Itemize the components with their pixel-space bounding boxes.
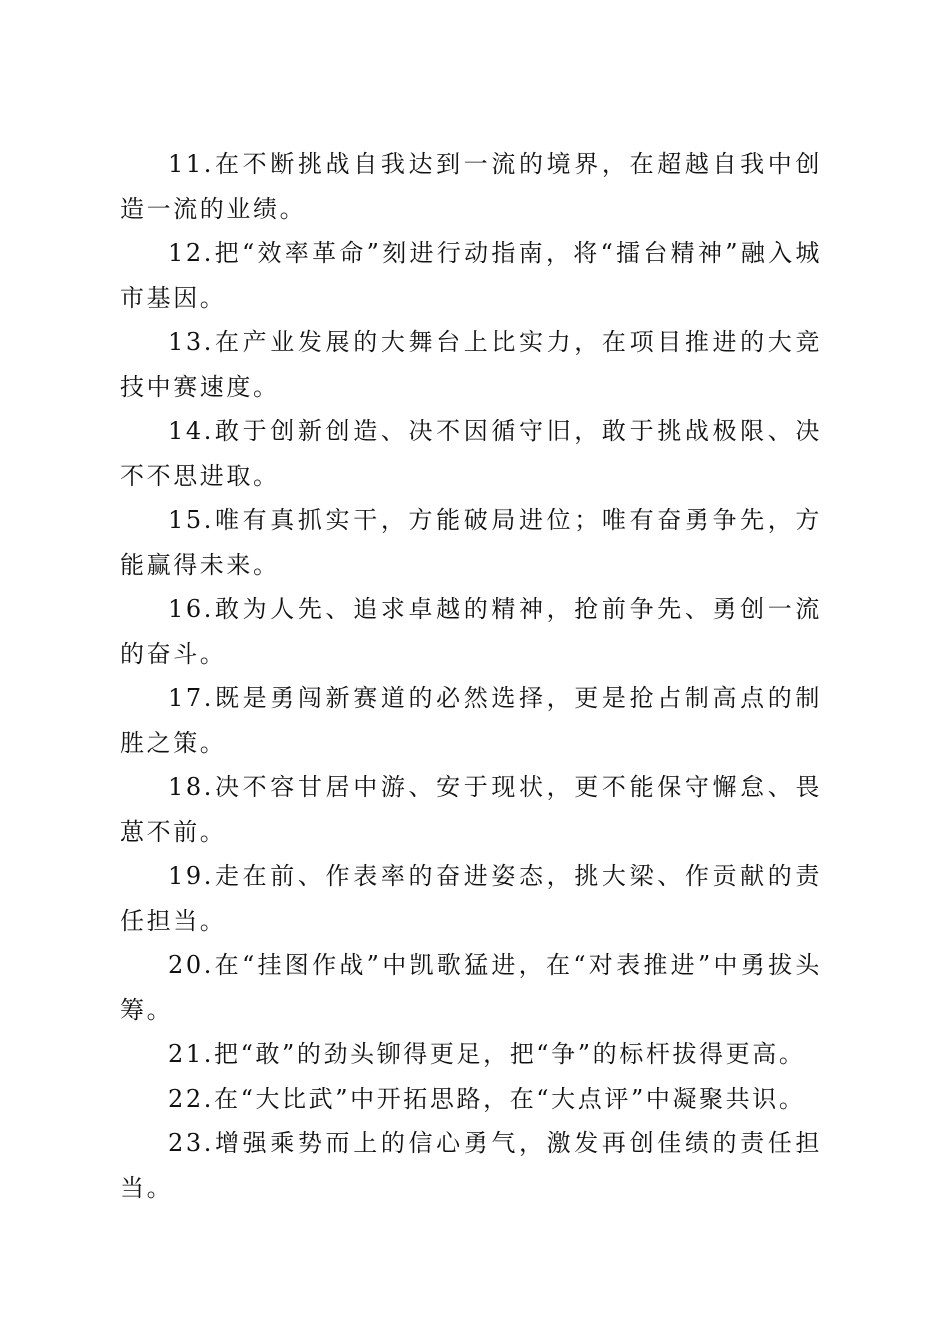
list-item bbox=[120, 409, 822, 498]
item-number: 14. bbox=[168, 417, 214, 445]
document-body bbox=[120, 142, 822, 1210]
item-text: 既是勇闯新赛道的必然选择，更是抢占制高点的制胜之策。 bbox=[120, 684, 822, 757]
list-item bbox=[120, 676, 822, 765]
item-text: 敢为人先、追求卓越的精神，抢前争先、勇创一流的奋斗。 bbox=[120, 595, 822, 668]
list-item bbox=[120, 854, 822, 943]
item-text: 在“大比武”中开拓思路，在“大点评”中凝聚共识。 bbox=[213, 1084, 806, 1113]
item-number: 21. bbox=[168, 1040, 214, 1068]
item-number: 16. bbox=[168, 595, 214, 623]
item-number: 13. bbox=[168, 328, 214, 356]
item-number: 22. bbox=[168, 1084, 214, 1113]
item-text: 把“敢”的劲头铆得更足，把“争”的标杆拔得更高。 bbox=[213, 1040, 806, 1068]
item-number: 20. bbox=[168, 951, 214, 979]
list-item bbox=[120, 320, 822, 409]
item-text: 决不容甘居中游、安于现状，更不能保守懈怠、畏葸不前。 bbox=[120, 773, 822, 846]
list-item bbox=[120, 587, 822, 676]
item-text: 在产业发展的大舞台上比实力，在项目推进的大竞技中赛速度。 bbox=[120, 328, 822, 401]
item-number: 15. bbox=[168, 506, 214, 534]
item-text: 增强乘势而上的信心勇气，激发再创佳绩的责任担当。 bbox=[120, 1129, 822, 1202]
item-number: 18. bbox=[168, 773, 214, 801]
item-number: 12. bbox=[168, 239, 214, 267]
item-number: 17. bbox=[168, 684, 214, 712]
list-item bbox=[120, 142, 822, 231]
item-number: 11. bbox=[168, 150, 214, 178]
list-item bbox=[120, 498, 822, 587]
item-number: 23. bbox=[168, 1129, 214, 1157]
list-item bbox=[120, 765, 822, 854]
list-item bbox=[120, 231, 822, 320]
item-text: 走在前、作表率的奋进姿态，挑大梁、作贡献的责任担当。 bbox=[120, 862, 822, 935]
item-text: 敢于创新创造、决不因循守旧，敢于挑战极限、决不不思进取。 bbox=[120, 417, 822, 490]
item-text: 唯有真抓实干，方能破局进位；唯有奋勇争先，方能赢得未来。 bbox=[120, 506, 822, 579]
item-text: 把“效率革命”刻进行动指南，将“擂台精神”融入城市基因。 bbox=[120, 239, 822, 312]
list-item bbox=[120, 1032, 822, 1077]
item-number: 19. bbox=[168, 862, 214, 890]
list-item bbox=[120, 1077, 822, 1122]
item-text: 在“挂图作战”中凯歌猛进，在“对表推进”中勇拔头筹。 bbox=[120, 951, 822, 1024]
list-item bbox=[120, 943, 822, 1032]
item-text: 在不断挑战自我达到一流的境界，在超越自我中创造一流的业绩。 bbox=[120, 150, 822, 223]
list-item bbox=[120, 1121, 822, 1210]
